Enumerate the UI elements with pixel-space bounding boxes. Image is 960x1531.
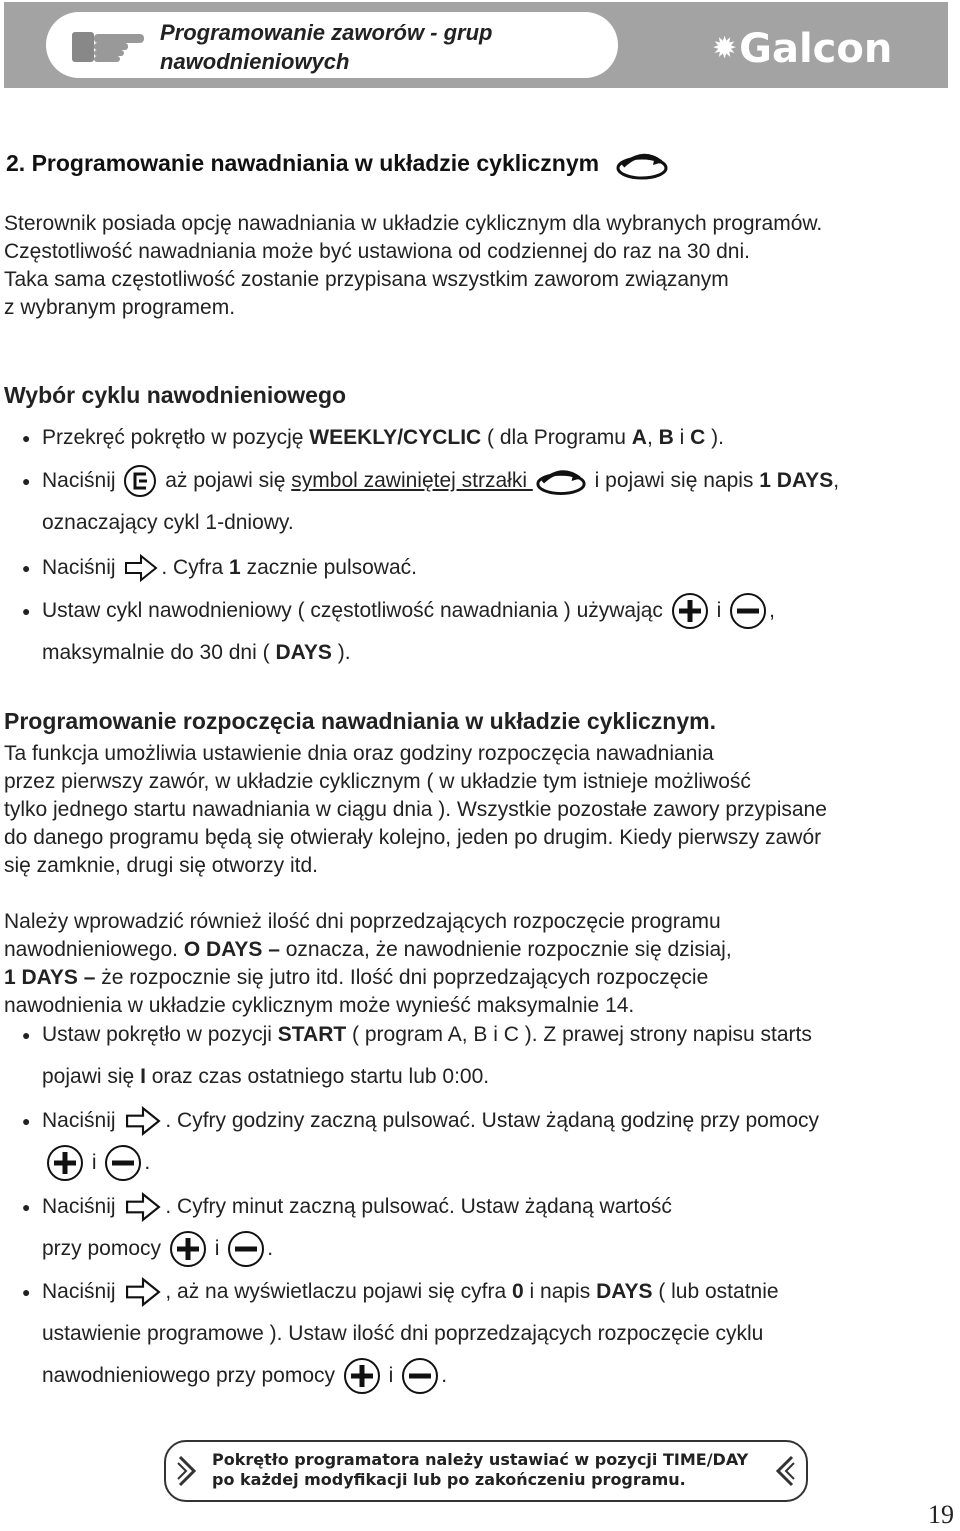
bold-text: A xyxy=(631,426,647,449)
bold-text: C xyxy=(690,426,706,449)
intro-paragraph xyxy=(4,210,822,322)
section-heading-text: 2. Programowanie nawadniania w układzie cyklicznym xyxy=(6,150,600,177)
bullet-text: Naciśnij xyxy=(42,1195,122,1218)
bullet-text: Naciśnij xyxy=(42,556,122,579)
paragraph-line: Częstotliwość nawadniania może być ustawiona od codziennej do raz na 30 dni. xyxy=(4,240,750,263)
header-title-line1: Programowanie zaworów - grup xyxy=(160,20,493,45)
paragraph-line: Sterownik posiada opcję nawadniania w układzie cyklicznym dla wybranych programów. xyxy=(4,212,823,235)
underlined-text: symbol zawiniętej strzałki xyxy=(291,469,533,492)
note-box xyxy=(164,1440,808,1502)
minus-button-icon xyxy=(227,1230,265,1268)
bullet-dot: ● xyxy=(22,603,31,619)
minus-button-icon xyxy=(729,592,767,630)
plus-button-icon xyxy=(169,1230,207,1268)
paragraph-line: do danego programu będą się otwierały kolejno, jeden po drugim. Kiedy pierwszy zawór xyxy=(4,826,822,849)
bold-text: 0 xyxy=(512,1280,524,1303)
plus-button-icon xyxy=(671,592,709,630)
bullet-dot: ● xyxy=(22,560,31,576)
bullet-item xyxy=(22,1100,819,1142)
bullet-text: , xyxy=(833,469,840,492)
bullet-text: Ustaw pokrętło w pozycji xyxy=(42,1023,278,1046)
paragraph-line: tylko jednego startu nawadniania w ciągu dnia ). Wszystkie pozostałe zawory przypisane xyxy=(4,798,827,821)
paragraph-line: Należy wprowadzić również ilość dni poprzedzających rozpoczęcie programu xyxy=(4,910,721,933)
bold-text: 1 xyxy=(229,556,241,579)
bullet-continuation: oznaczający cykl 1-dniowy. xyxy=(42,511,294,534)
bullet-text: przy pomocy xyxy=(42,1237,167,1260)
start-paragraph-2 xyxy=(4,908,732,1020)
bullet-text: i xyxy=(673,426,691,449)
bullet-text: nawodnieniowego przy pomocy xyxy=(42,1364,341,1387)
paragraph-line xyxy=(4,936,732,964)
bullet-text: ). xyxy=(705,426,724,449)
note-text xyxy=(212,1450,748,1490)
bold-text: 1 DAYS – xyxy=(4,966,96,989)
bullet-text: ( program A, B i C ). Z prawej strony napisu starts xyxy=(346,1023,812,1046)
bullet-text: Naciśnij xyxy=(42,1280,122,1303)
bullet-text: aż pojawi się xyxy=(159,469,292,492)
bullet-text: . Cyfra xyxy=(161,556,230,579)
paragraph-line: nawodnienia w układzie cyklicznym może wynieść maksymalnie 14. xyxy=(4,994,635,1017)
bullet-text: . Cyfry minut zaczną pulsować. Ustaw żądaną wartość xyxy=(165,1195,672,1218)
start-paragraph-1 xyxy=(4,740,827,880)
page-header xyxy=(4,2,948,88)
plus-button-icon xyxy=(46,1144,84,1182)
select-button-icon xyxy=(123,464,157,498)
paragraph-text: nawodnieniowego. xyxy=(4,938,184,961)
bullet-text: pojawi się xyxy=(42,1065,141,1088)
cyclic-arrow-icon xyxy=(535,466,587,496)
bullet-dot: ● xyxy=(22,430,31,446)
bullet-item xyxy=(22,590,775,632)
next-arrow-icon xyxy=(123,1104,163,1138)
header-title xyxy=(160,18,492,76)
bullet-text: . Cyfry godziny zaczną pulsować. Ustaw żądaną godzinę przy pomocy xyxy=(165,1109,820,1132)
bullet-continuation xyxy=(42,1355,447,1397)
bold-text: 1 DAYS xyxy=(759,469,834,492)
bullet-text: ( dla Programu xyxy=(481,426,632,449)
pointing-hand-icon xyxy=(70,24,148,66)
bold-text: WEEKLY/CYCLIC xyxy=(309,426,482,449)
paragraph-text: oznacza, że nawodnienie rozpocznie się dzisiaj, xyxy=(279,938,732,961)
paragraph-line: przez pierwszy zawór, w układzie cyklicznym ( w układzie tym istnieje możliwość xyxy=(4,770,751,793)
next-arrow-icon xyxy=(123,1275,163,1309)
bullet-text: i napis xyxy=(523,1280,597,1303)
bullet-text: Naciśnij xyxy=(42,1109,122,1132)
bullet-continuation xyxy=(42,1056,489,1098)
bullet-continuation: ustawienie programowe ). Ustaw ilość dni poprzedzających rozpoczęcie cyklu xyxy=(42,1322,764,1345)
header-title-line2: nawodnieniowych xyxy=(160,49,350,74)
paragraph-line: z wybranym programem. xyxy=(4,296,236,319)
subsection-heading: Wybór cyklu nawodnieniowego xyxy=(4,382,347,408)
bullet-text: i xyxy=(86,1151,103,1174)
bullet-text: , xyxy=(769,599,775,622)
next-arrow-icon xyxy=(123,552,159,584)
note-line: po każdej modyfikacji lub po zakończeniu programu. xyxy=(212,1470,686,1489)
sun-logo-icon: ✹ xyxy=(712,31,738,66)
bold-text: START xyxy=(277,1023,347,1046)
bullet-item xyxy=(22,1014,812,1056)
section-heading xyxy=(6,150,669,180)
bullet-item xyxy=(22,1271,779,1313)
bullet-item xyxy=(22,547,417,589)
minus-button-icon xyxy=(401,1357,439,1395)
bullet-text: . xyxy=(267,1237,274,1260)
bullet-text: Ustaw cykl nawodnieniowy ( częstotliwość nawadniania ) używając xyxy=(42,599,669,622)
paragraph-line: Ta funkcja umożliwia ustawienie dnia oraz godziny rozpoczęcia nawadniania xyxy=(4,742,714,765)
bullet-dot: ● xyxy=(22,1284,31,1300)
paragraph-line xyxy=(4,964,732,992)
page-number: 19 xyxy=(928,1500,954,1529)
chevron-left-icon xyxy=(774,1454,796,1488)
minus-button-icon xyxy=(104,1144,142,1182)
bullet-text: Naciśnij xyxy=(42,469,122,492)
bullet-text: . xyxy=(144,1151,151,1174)
bullet-text: ). xyxy=(331,641,351,664)
bullet-text: Przekręć pokrętło w pozycję xyxy=(42,426,310,449)
paragraph-line: Taka sama częstotliwość zostanie przypisana wszystkim zaworom związanym xyxy=(4,268,729,291)
bullet-text: ( lub ostatnie xyxy=(652,1280,779,1303)
bullet-item xyxy=(22,1186,672,1228)
bullet-text: , xyxy=(646,426,659,449)
bullet-text: zacznie pulsować. xyxy=(240,556,417,579)
bullet-text: i xyxy=(208,1237,226,1260)
bold-text: O DAYS – xyxy=(183,938,280,961)
bullet-item xyxy=(22,460,839,502)
note-line: Pokrętło programatora należy ustawiać w pozycji TIME/DAY xyxy=(212,1450,749,1469)
bullet-text: i xyxy=(710,599,728,622)
cyclic-arrow-icon xyxy=(615,150,669,180)
galcon-logo xyxy=(712,26,892,72)
next-arrow-icon xyxy=(123,1190,163,1224)
bullet-dot: ● xyxy=(22,1027,31,1043)
bullet-item xyxy=(22,417,724,459)
bullet-text: oraz czas ostatniego startu lub 0:00. xyxy=(145,1065,490,1088)
bullet-continuation xyxy=(42,632,351,674)
plus-button-icon xyxy=(343,1357,381,1395)
bullet-text: , aż na wyświetlaczu pojawi się cyfra xyxy=(165,1280,512,1303)
bullet-continuation xyxy=(42,1228,273,1270)
bullet-dot: ● xyxy=(22,473,31,489)
bullet-text: maksymalnie do 30 dni ( xyxy=(42,641,276,664)
bullet-text: i pojawi się napis xyxy=(588,469,760,492)
chevron-right-icon xyxy=(176,1454,198,1488)
brand-name: Galcon xyxy=(739,26,893,72)
bold-text: B xyxy=(658,426,674,449)
bullet-text: i xyxy=(382,1364,400,1387)
bullet-text: . xyxy=(441,1364,448,1387)
bullet-dot: ● xyxy=(22,1199,31,1215)
bold-text: DAYS xyxy=(275,641,332,664)
paragraph-line: się zamknie, drugi się otworzy itd. xyxy=(4,854,318,877)
bold-text: DAYS xyxy=(596,1280,653,1303)
bullet-continuation xyxy=(44,1142,150,1184)
paragraph-text: że rozpocznie się jutro itd. Ilość dni poprzedzających rozpoczęcie xyxy=(95,966,709,989)
bold-text: I xyxy=(140,1065,146,1088)
bullet-dot: ● xyxy=(22,1113,31,1129)
subsection-heading: Programowanie rozpoczęcia nawadniania w układzie cyklicznym. xyxy=(4,708,716,734)
